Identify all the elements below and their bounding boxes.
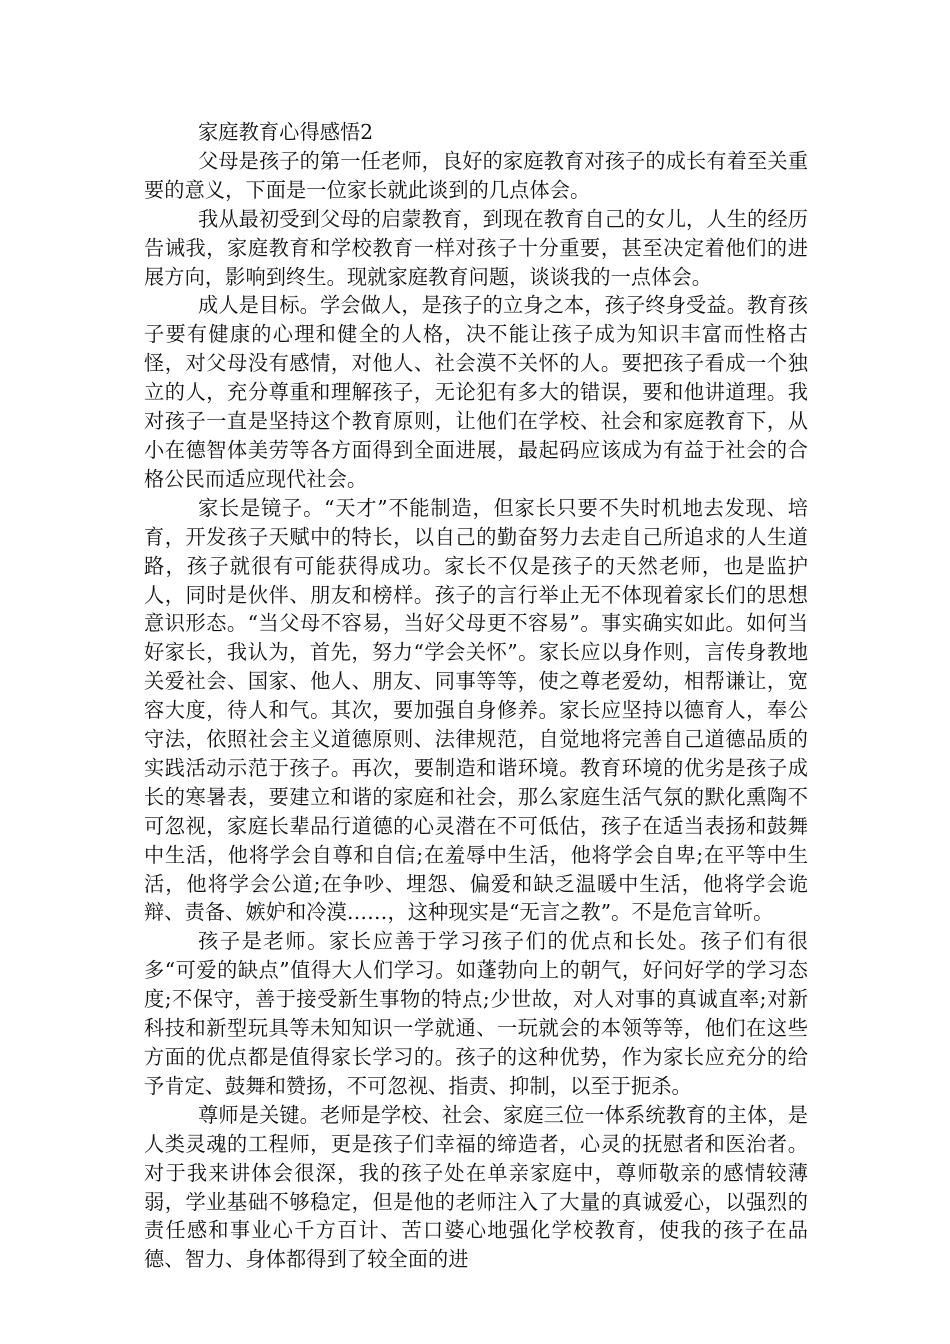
- paragraph-child-teacher: 孩子是老师。家长应善于学习孩子们的优点和长处。孩子们有很多“可爱的缺点”值得大人们学习。如蓬勃向上的朝气，好问好学的学习态度;不保守，善于接受新生事物的特点;少世故，对人对事的真诚直率;对新科技和新型玩具等未知知识一学就通、一玩就会的本领等等，他们在这些方面的优点都是值得家长学习的。孩子的这种优势，作为家长应充分的给予肯定、鼓舞和赞扬，不可忽视、指责、抑制，以至于扼杀。: [144, 929, 808, 1098]
- paragraph-experience: 我从最初受到父母的启蒙教育，到现在教育自己的女儿，人生的经历告诫我，家庭教育和学校教育一样对孩子十分重要，甚至决定着他们的进展方向，影响到终生。现就家庭教育问题，谈谈我的一点体会。: [144, 206, 808, 289]
- paragraph-respect-teacher: 尊师是关键。老师是学校、社会、家庭三位一体系统教育的主体，是人类灵魂的工程师，更是孩子们幸福的缔造者，心灵的抚慰者和医治者。对于我来讲体会很深，我的孩子处在单亲家庭中，尊师敬亲的感情较薄弱，学业基础不够稳定，但是他的老师注入了大量的真诚爱心，以强烈的责任感和事业心千方百计、苦口婆心地强化学校教育，使我的孩子在品德、智力、身体都得到了较全面的进: [144, 1102, 808, 1272]
- paragraph-mirror: 家长是镜子。“天才”不能制造，但家长只要不失时机地去发现、培育，开发孩子天赋中的特长，以自己的勤奋努力去走自己所追求的人生道路，孩子就很有可能获得成功。家长不仅是孩子的天然老师，也是监护人，同时是伙伴、朋友和榜样。孩子的言行举止无不体现着家长们的思想意识形态。“当父母不容易，当好父母更不容易”。事实确实如此。如何当好家长，我认为，首先，努力“学会关怀”。家长应以身作则，言传身教地关爱社会、国家、他人、朋友、同事等等，使之尊老爱幼，相帮谦让，宽容大度，待人和气。其次，要加强自身修养。家长应坚持以德育人，奉公守法，依照社会主义道德原则、法律规范，自觉地将完善自己道德品质的实践活动示范于孩子。再次，要制造和谐环境。教育环境的优劣是孩子成长的寒暑表，要建立和谐的家庭和社会，那么家庭生活气氛的默化熏陶不可忽视，家庭长辈品行道德的心灵潜在不可低估，孩子在适当表扬和鼓舞中生活，他将学会自尊和自信;在羞辱中生活，他将学会自卑;在平等中生活，他将学会公道;在争吵、埋怨、偏爱和缺乏温暖中生活，他将学会诡辩、责备、嫉妒和冷漠……，这种现实是“无言之教”。不是危言耸听。: [144, 495, 808, 925]
- paragraph-goal: 成人是目标。学会做人，是孩子的立身之本，孩子终身受益。教育孩子要有健康的心理和健全的人格，决不能让孩子成为知识丰富而性格古怪，对父母没有感情，对他人、社会漠不关怀的人。要把孩子看成一个独立的人，充分尊重和理解孩子，无论犯有多大的错误，要和他讲道理。我对孩子一直是坚持这个教育原则，让他们在学校、社会和家庭教育下，从小在德智体美劳等各方面得到全面进展，最起码应该成为有益于社会的合格公民而适应现代社会。: [144, 293, 808, 491]
- document-body: [144, 118, 808, 1274]
- document-title: 家庭教育心得感悟2: [198, 120, 374, 144]
- paragraph-intro: 父母是孩子的第一任老师，良好的家庭教育对孩子的成长有着至关重要的意义，下面是一位家长就此谈到的几点体会。: [144, 148, 808, 202]
